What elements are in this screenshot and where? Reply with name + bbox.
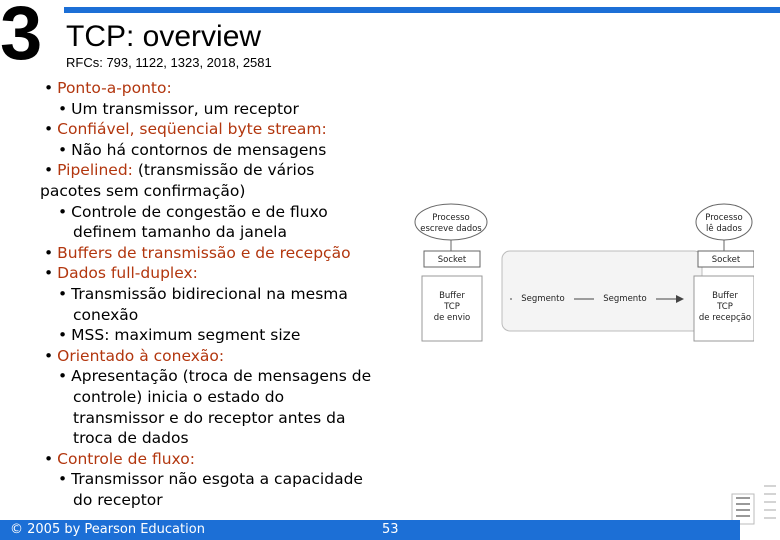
bullet-text: controle) inicia o estado do — [73, 387, 285, 406]
bullet-line — [40, 490, 410, 511]
bullet-dot-icon: • — [58, 470, 68, 489]
bullet-line — [40, 243, 410, 264]
bullet-dot-icon: • — [44, 120, 54, 139]
bullet-line — [40, 99, 410, 120]
sender-socket-label: Socket — [437, 255, 467, 265]
send-buffer-label-1: Buffer — [439, 291, 465, 301]
title-bar — [64, 7, 780, 13]
bullet-highlight: Confiável, seqüencial byte stream: — [57, 120, 327, 139]
send-buffer-label-3: de envio — [433, 313, 471, 323]
bullet-dot-icon: • — [44, 161, 54, 180]
bullet-line — [40, 325, 410, 346]
bullet-highlight: Orientado à conexão: — [57, 346, 225, 365]
bullet-line — [40, 202, 410, 223]
page-subtitle: RFCs: 793, 1122, 1323, 2018, 2581 — [66, 55, 272, 70]
chapter-number: 3 — [0, 0, 43, 76]
bullet-line — [40, 469, 410, 490]
bullet-highlight: Dados full-duplex: — [57, 264, 198, 283]
segment-label-2: Segmento — [603, 294, 647, 304]
bullet-highlight: Buffers de transmissão e de recepção — [57, 243, 351, 262]
bullet-dot-icon: • — [58, 367, 68, 386]
segment-label-1: Segmento — [521, 294, 565, 304]
bullet-line — [40, 160, 410, 181]
bullet-text: (transmissão de vários — [132, 161, 315, 180]
sender-process-label-2: escreve dados — [420, 224, 482, 234]
bullet-highlight: Controle de fluxo: — [57, 449, 195, 468]
bullet-highlight: Pipelined: — [57, 161, 133, 180]
bullet-line — [40, 346, 410, 367]
bullet-text: Transmissor não esgota a capacidade — [71, 470, 363, 489]
bullet-text: conexão — [73, 305, 139, 324]
bullet-highlight: Ponto-a-ponto: — [57, 79, 172, 97]
bullet-line — [40, 408, 410, 429]
bullet-line — [40, 263, 410, 284]
bullet-line — [40, 366, 410, 387]
receiver-process-label-2: lê dados — [706, 224, 742, 234]
sender-process-label-1: Processo — [432, 213, 470, 223]
bullet-dot-icon: • — [58, 326, 68, 345]
bullet-text: Transmissão bidirecional na mesma — [71, 284, 348, 303]
bullet-text: Um transmissor, um receptor — [71, 99, 299, 118]
bullet-text: troca de dados — [73, 429, 189, 448]
tcp-diagram — [414, 196, 754, 346]
receive-buffer-label-3: de recepção — [698, 313, 752, 323]
bullet-line — [40, 222, 410, 243]
bullet-line — [40, 449, 410, 470]
bullet-dot-icon: • — [44, 449, 54, 468]
receiver-process-label-1: Processo — [705, 213, 743, 223]
bullet-dot-icon: • — [44, 264, 54, 283]
bullet-text: Controle de congestão e de fluxo — [71, 202, 328, 221]
bullet-list — [40, 78, 410, 510]
copyright-text: © 2005 by Pearson Education — [10, 522, 205, 537]
bullet-text: transmissor e do receptor antes da — [73, 408, 346, 427]
page-title: TCP: overview — [66, 20, 262, 53]
bullet-text: pacotes sem confirmação) — [40, 181, 246, 200]
bullet-line — [40, 428, 410, 449]
receive-buffer-label-1: Buffer — [712, 291, 738, 301]
page-number: 53 — [382, 522, 399, 537]
bullet-line — [40, 119, 410, 140]
bullet-text: Apresentação (troca de mensagens de — [71, 367, 372, 386]
bullet-dot-icon: • — [58, 140, 68, 159]
bullet-dot-icon: • — [44, 243, 54, 262]
bullet-text: do receptor — [73, 490, 163, 509]
bullet-dot-icon: • — [44, 79, 54, 97]
bullet-line — [40, 284, 410, 305]
receiver-socket-label: Socket — [711, 255, 741, 265]
bullet-text: MSS: maximum segment size — [71, 326, 301, 345]
bullet-line — [40, 305, 410, 326]
bullet-dot-icon: • — [58, 202, 68, 221]
bullet-text: definem tamanho da janela — [73, 223, 287, 242]
bullet-text: Não há contornos de mensagens — [71, 140, 327, 159]
send-buffer-label-2: TCP — [444, 302, 460, 312]
bullet-line — [40, 78, 410, 99]
bullet-line — [40, 181, 410, 202]
bullet-dot-icon: • — [58, 284, 68, 303]
bullet-dot-icon: • — [58, 99, 68, 118]
receive-buffer-label-2: TCP — [717, 302, 733, 312]
bullet-line — [40, 387, 410, 408]
bullet-line — [40, 140, 410, 161]
bullet-dot-icon: • — [44, 346, 54, 365]
